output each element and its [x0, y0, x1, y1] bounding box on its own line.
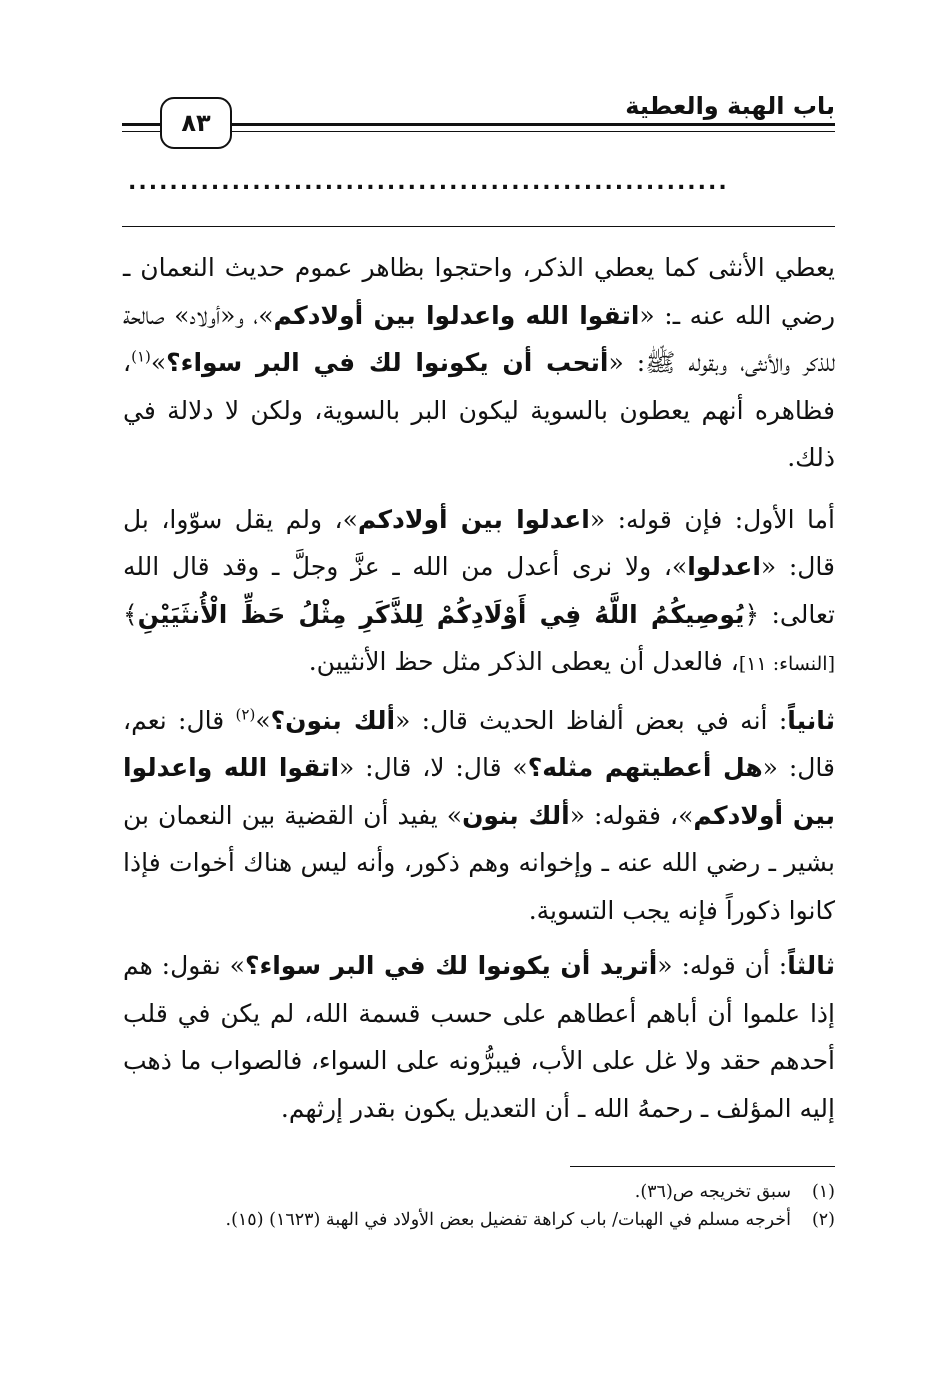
verse-reference: [النساء: ١١] [738, 653, 835, 675]
point-heading-second: ثانياً [787, 705, 836, 735]
footnote-number: (١) [811, 1182, 835, 1202]
header-rule-left-bottom [122, 131, 162, 132]
footnote-2 [123, 1206, 835, 1234]
text-run: ، فظاهره أنهم يعطون بالسوية ليكون البر بالسوية، ولكن لا دلالة في ذلك. [123, 348, 835, 472]
footnote-separator [570, 1166, 835, 1167]
hadith-quote: اتقوا الله واعدلوا بين أولادكم [123, 753, 835, 830]
text-run: : أن قوله: « [657, 951, 788, 980]
text-run: أما الأول: فإن قوله: « [589, 504, 835, 534]
hadith-quote: اعدلوا بين أولادكم [357, 504, 590, 534]
text-run: : أنه في بعض ألفاظ الحديث قال: « [395, 705, 788, 735]
footnote-1 [123, 1178, 835, 1206]
footnote-number: (٢) [811, 1210, 835, 1230]
paragraph-1 [123, 244, 835, 482]
running-title: باب الهبة والعطية [625, 92, 835, 120]
hadith-quote: اعدلوا [687, 552, 761, 581]
header-rule-top [228, 123, 835, 126]
page-number: ٨٣ [160, 97, 232, 149]
hadith-quote: أتريد أن يكونوا لك في البر سواء؟ [244, 951, 658, 980]
header-rule-bottom [228, 131, 835, 132]
text-run: »، فقوله: « [569, 800, 694, 830]
text-run: » يفيد أن القضية بين النعمان بن بشير ـ رضي الله عنه ـ وإخوانه وهم ذكور، وأنه ليس هناك أخوات فإذا كانوا ذكوراً فإنه يجب التسوية. [123, 800, 835, 925]
hadith-quote: اتقوا الله واعدلوا بين أولادكم [273, 300, 640, 330]
hadith-quote: أتحب أن يكونوا لك في البر سواء؟ [166, 348, 609, 377]
text-run: » [255, 705, 271, 735]
text-run: ، فالعدل أن يعطى الذكر مثل حظ الأنثيين. [308, 647, 739, 676]
hadith-quote: ألك بنون [462, 800, 570, 830]
text-run: » نقول: هم إذا علموا أن أباهم أعطاهم على حسب قسمة الله، لم يكن في قلب أحدهم حقد ولا غل على الأب، فيبرُّونه على السواء، فالصواب ما ذهب إليه المؤلف ـ رحمهُ الله ـ أن التعديل يكون بقدر إرثهم. [123, 951, 835, 1123]
text-run: » [150, 348, 167, 377]
hadith-quote: هل أعطيتهم مثله؟ [527, 753, 763, 782]
quran-verse: يُوصِيكُمُ اللَّهُ فِي أَوْلَادِكُمْ لِلذَّكَرِ مِثْلُ حَظِّ الْأُنثَيَيْنِ [137, 599, 745, 629]
text-run: ﴾ [123, 599, 138, 629]
paragraph-3 [123, 697, 835, 935]
text-run: » قال: لا، قال: « [339, 753, 528, 782]
hadith-quote: ألك بنون؟ [270, 705, 396, 735]
section-rule [122, 226, 835, 227]
point-heading-third: ثالثاً [787, 951, 835, 980]
paragraph-4 [123, 942, 835, 1132]
text-run: »، و«أولاد» صالحة للذكر والأنثى، وبقوله ﷺ: « [123, 300, 835, 377]
footnote-ref-2[interactable]: (٢) [235, 705, 256, 724]
text-run: يعطي الأنثى كما يعطي الذكر، واحتجوا بظاهر عموم حديث النعمان ـ رضي الله عنه ـ: « [123, 253, 836, 330]
text-run: »، ولم يقل سوّوا، بل قال: « [123, 504, 835, 581]
footnote-text: أخرجه مسلم في الهبات/ باب كراهة تفضيل بعض الأولاد في الهبة (١٦٢٣) (١٥). [225, 1210, 791, 1230]
footnote-ref-1[interactable]: (١) [131, 347, 151, 366]
footnotes [123, 1178, 835, 1234]
body-text [123, 244, 835, 1132]
dotted-divider: .......................................................... [128, 170, 729, 195]
header-rule-left-top [122, 123, 162, 126]
paragraph-2 [123, 496, 835, 689]
text-run: قال: نعم، قال: « [123, 705, 835, 782]
footnote-text: سبق تخريجه ص(٣٦). [634, 1182, 791, 1202]
text-run: »، ولا نرى أعدل من الله ـ عزَّ وجلَّ ـ وقد قال الله تعالى: ﴿ [123, 552, 835, 629]
